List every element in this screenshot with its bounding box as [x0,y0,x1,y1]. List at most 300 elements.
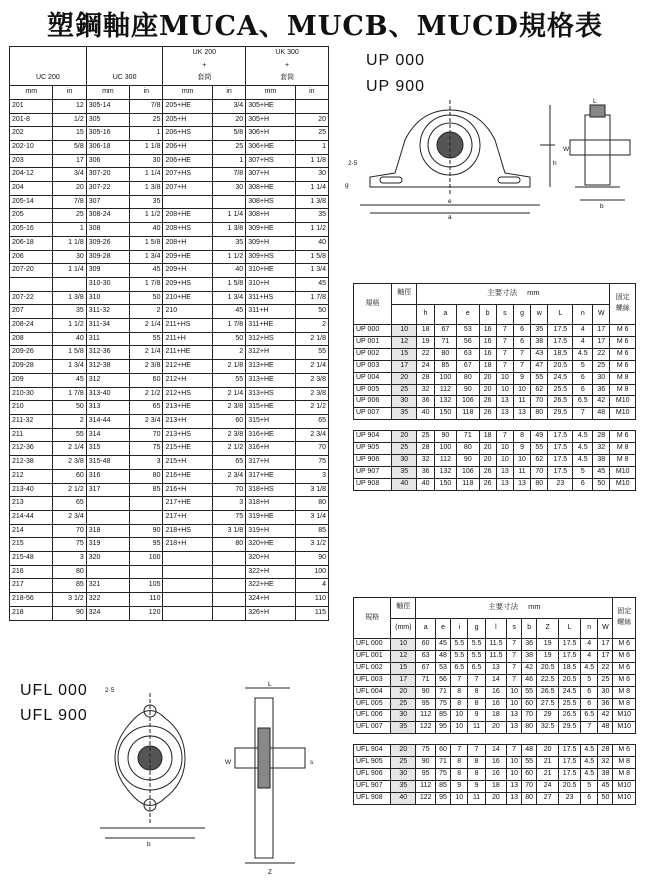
table-cell: 38 [522,650,537,662]
table-cell: 80 [457,372,479,384]
table-cell: 35 [391,722,416,734]
ufl-col-2: i [451,618,468,639]
table-cell: 42 [522,662,537,674]
table-cell: 208+H [163,236,212,250]
table-cell: 45 [212,305,245,319]
table-cell: 5/8 [212,127,245,141]
table-cell: 26 [479,408,496,420]
table-cell: 7/8 [130,99,163,113]
table-cell: 3/4 [53,168,86,182]
table-cell: M 6 [613,662,636,674]
table-cell: 55 [522,757,537,769]
table-cell: 40 [391,478,417,490]
table-cell: 6 [513,336,530,348]
table-cell: 2 3/8 [212,428,245,442]
table-cell: UFL 907 [354,780,391,792]
table-cell: 4.5 [581,745,598,757]
table-cell: 20.5 [559,674,581,686]
table-cell: 53 [436,662,451,674]
table-cell: UFL 905 [354,757,391,769]
table-cell: 122 [416,722,436,734]
unit-in: in [53,86,86,100]
table-cell: 2 [295,319,328,333]
table-cell: 67 [457,360,479,372]
up-unit [391,304,417,325]
table-cell: 115 [295,606,328,620]
table-cell: 13 [507,722,522,734]
table-cell: 217 [10,579,53,593]
table-row [354,686,636,698]
table-cell: 45 [598,780,613,792]
table-cell: 307 [86,195,129,209]
ufl-col-8: L [559,618,581,639]
ufl-col-3: g [468,618,485,639]
table-cell: 20 [212,113,245,127]
table-cell: 25 [417,431,434,443]
table-cell: 20 [53,182,86,196]
table-cell: 132 [434,396,456,408]
table-row [10,552,329,566]
table-cell: UFL 001 [354,650,391,662]
table-row [354,336,636,348]
table-cell: 75 [53,538,86,552]
table-cell: 70 [212,483,245,497]
table-cell: 1 1/4 [295,182,328,196]
table-cell: 20.5 [548,360,573,372]
table-cell: UFL 908 [354,792,391,804]
table-cell: 45 [593,466,610,478]
table-cell: 3 1/8 [212,524,245,538]
table-cell: 1 7/8 [53,387,86,401]
table-cell: 319+H [246,524,295,538]
table-cell: 17.5 [559,639,581,651]
table-cell: 215 [10,538,53,552]
table-cell: 9 [513,443,530,455]
table-cell: UFL 007 [354,722,391,734]
table-cell: 13 [485,662,506,674]
table-cell: M10 [613,792,636,804]
table-cell: 80 [531,478,548,490]
table-cell [130,565,163,579]
table-cell: 4.5 [581,769,598,781]
table-cell: 20 [391,686,416,698]
unit-in: in [212,86,245,100]
table-row [354,396,636,408]
up-table [353,283,636,491]
table-cell: 25.5 [548,384,573,396]
table-cell: 2 1/4 [53,442,86,456]
table-cell: 11 [513,396,530,408]
table-row [10,387,329,401]
table-cell: 2 1/4 [295,360,328,374]
table-cell: 216+H [163,483,212,497]
ufl-head-mm: mm [528,602,541,612]
table-cell: 1 3/4 [212,291,245,305]
table-cell: 20 [485,792,506,804]
table-row [354,384,636,396]
table-cell: 38 [598,769,613,781]
table-cell: 13 [496,396,513,408]
table-cell: 208+HE [163,209,212,223]
table-cell: 48 [593,408,610,420]
table-cell: 85 [53,579,86,593]
table-cell: 2 3/8 [130,360,163,374]
table-cell: 55 [130,332,163,346]
table-cell: 15 [391,348,417,360]
up-drawing [340,95,645,220]
table-cell: 29.5 [548,408,573,420]
table-row [354,348,636,360]
table-cell: 8 [468,769,485,781]
unit-mm: mm [86,86,129,100]
table-cell: 71 [457,431,479,443]
table-cell: 48 [436,650,451,662]
table-cell: UP 005 [354,384,392,396]
table-cell: 1 3/8 [212,223,245,237]
table-cell: 7 [496,336,513,348]
table-row [10,565,329,579]
ufl-label-b: b [147,841,151,848]
table-cell: 75 [436,769,451,781]
table-cell: 70 [531,396,548,408]
table-cell: UP 000 [354,325,392,337]
table-row [10,469,329,483]
table-cell: 4 [295,579,328,593]
table-cell: 70 [53,524,86,538]
table-cell: 310 [86,291,129,305]
table-cell: 12 [391,336,417,348]
table-cell: 95 [436,792,451,804]
table-cell: 7 [451,674,468,686]
table-cell: 215+HE [163,442,212,456]
up-label-a: a [448,214,452,220]
table-cell: 8 [451,769,468,781]
table-cell: M 6 [610,348,636,360]
table-cell: 6 [581,698,598,710]
table-cell: 38 [531,336,548,348]
table-cell: 85 [436,780,451,792]
table-cell: 209 [10,373,53,387]
table-cell: 50 [212,332,245,346]
table-cell: 71 [434,336,456,348]
table-cell: M10 [610,466,636,478]
table-cell: 112 [416,780,436,792]
table-cell: 315-48 [86,456,129,470]
bearing-head-row [10,47,329,86]
table-cell: 18 [485,780,506,792]
up-col-0: h [417,304,434,325]
table-cell: 210 [10,401,53,415]
table-row [10,182,329,196]
table-cell: 20 [391,431,417,443]
page-title: 塑鋼軸座MUCA、MUCB、MUCD規格表 [47,11,603,42]
table-cell [163,565,212,579]
table-cell: 20 [295,113,328,127]
table-cell: 80 [130,469,163,483]
table-cell: 16 [479,325,496,337]
table-cell: 67 [416,662,436,674]
table-cell: 17 [593,325,610,337]
table-cell: 17 [53,154,86,168]
table-cell: 201 [10,99,53,113]
table-cell: 1 [130,127,163,141]
table-cell: 50 [53,401,86,415]
table-cell: 2 3/4 [212,469,245,483]
table-row [10,195,329,209]
table-cell: 35 [212,236,245,250]
table-cell: 10 [496,443,513,455]
table-cell: 55 [531,372,548,384]
unit-mm: mm [246,86,295,100]
table-cell: 70 [522,710,537,722]
table-row [354,745,636,757]
table-cell: 308-24 [86,209,129,223]
table-cell [130,510,163,524]
table-cell: 13 [513,478,530,490]
table-row [10,236,329,250]
table-row [354,408,636,420]
table-cell: M 8 [610,443,636,455]
table-cell [163,552,212,566]
table-cell: 70 [531,466,548,478]
table-cell: 9 [513,372,530,384]
table-cell: 212+HS [163,387,212,401]
table-row [354,455,636,467]
ufl-head-fix-label: 固定 [617,608,632,616]
table-cell: 211+HE [163,346,212,360]
table-cell: 1 7/8 [212,319,245,333]
table-cell: 85 [295,524,328,538]
table-cell: 218+HS [163,524,212,538]
table-cell: 205 [10,209,53,223]
table-cell: 6 [581,686,598,698]
table-cell: 312 [86,373,129,387]
table-row [10,579,329,593]
table-cell: 23 [548,478,573,490]
table-cell: 320 [86,552,129,566]
table-cell: 210 [163,305,212,319]
up-head-mm: mm [527,288,540,298]
table-cell: 36 [417,396,434,408]
table-row [10,593,329,607]
table-cell: 90 [457,384,479,396]
table-cell: 26 [479,466,496,478]
table-cell: 47 [531,360,548,372]
table-cell: 6 [513,325,530,337]
table-cell: 90 [295,552,328,566]
table-cell: M 6 [610,360,636,372]
table-cell: 9 [451,780,468,792]
spacer-cell [354,420,636,431]
table-row [10,428,329,442]
table-cell: 8 [451,757,468,769]
table-cell: 206-18 [10,236,53,250]
table-cell: 60 [130,373,163,387]
table-row [10,483,329,497]
table-cell [212,565,245,579]
table-cell: 312-38 [86,360,129,374]
up-col-6: w [531,304,548,325]
table-cell: 4.5 [573,455,593,467]
table-cell: 40 [212,264,245,278]
table-cell: UP 003 [354,360,392,372]
table-cell: 5.5 [451,639,468,651]
table-cell: 50 [593,478,610,490]
table-cell: 213-40 [10,483,53,497]
table-cell: 311+HE [246,319,295,333]
table-cell: M 8 [613,757,636,769]
spacer-row [354,420,636,431]
table-cell: 6 [573,384,593,396]
table-cell: 307-22 [86,182,129,196]
table-cell: 25 [295,127,328,141]
table-cell: 62 [531,384,548,396]
table-cell: 2 3/4 [53,510,86,524]
table-cell: 2 3/4 [130,414,163,428]
table-cell: 60 [522,769,537,781]
bearing-head-uk200 [163,47,246,86]
table-cell: 1 5/8 [130,236,163,250]
table-cell: 118 [457,478,479,490]
table-cell: 1 1/2 [130,209,163,223]
table-row [354,478,636,490]
table-cell: UFL 002 [354,662,391,674]
up-col-3: b [479,304,496,325]
table-cell: 60 [436,745,451,757]
table-row [10,538,329,552]
table-row [10,264,329,278]
table-cell: 150 [434,408,456,420]
ufl-col-0: a [416,618,436,639]
table-cell: 7 [468,745,485,757]
table-cell: 10 [507,686,522,698]
table-cell [212,579,245,593]
table-cell: 209-28 [10,360,53,374]
table-cell: 209+HE [163,250,212,264]
table-cell: 100 [434,443,456,455]
bearing-head-uk300-sleeve: 套筒 [280,74,295,82]
table-cell: 75 [416,745,436,757]
table-cell: 1/2 [53,113,86,127]
table-cell: 11.5 [485,650,506,662]
table-cell: 15 [391,662,416,674]
table-cell: 13 [496,408,513,420]
ufl-model-a: UFL 000 [20,682,88,699]
table-cell: 5 [581,780,598,792]
table-cell: 11.5 [485,639,506,651]
table-cell: 6.5 [468,662,485,674]
table-cell: 218-56 [10,593,53,607]
table-cell: 18 [479,431,496,443]
table-cell: 2 1/2 [130,387,163,401]
ufl-unit: (mm) [391,618,416,639]
table-cell: 18.5 [559,662,581,674]
table-cell: 42 [593,396,610,408]
table-cell: 17 [598,639,613,651]
table-row [10,524,329,538]
table-cell: 23 [559,792,581,804]
table-cell: 90 [416,757,436,769]
table-cell: M10 [610,478,636,490]
table-cell: 215+H [163,456,212,470]
ufl-col-row [354,618,636,639]
table-row [10,140,329,154]
ufl-head-row [354,598,636,619]
table-cell: 13 [496,478,513,490]
table-row [10,319,329,333]
table-row [354,722,636,734]
table-cell [86,497,129,511]
table-cell: 36 [417,466,434,478]
up-label-e: e [448,198,452,205]
table-cell: 90 [457,455,479,467]
table-cell: 60 [212,414,245,428]
table-cell: M10 [613,722,636,734]
table-cell: 309+HS [246,250,295,264]
table-row [354,662,636,674]
table-cell: 71 [416,674,436,686]
spacer-row [354,734,636,745]
table-cell: 10 [496,455,513,467]
table-cell: 6.5 [573,396,593,408]
table-cell: 1 1/2 [212,250,245,264]
table-cell: 28 [598,745,613,757]
up-label-g: g [345,182,349,189]
unit-mm: mm [163,86,212,100]
table-cell: 30 [598,686,613,698]
table-cell: 2 [212,346,245,360]
table-cell: 40 [295,236,328,250]
table-cell: 8 [468,686,485,698]
table-cell: 17.5 [559,769,581,781]
table-cell: 26 [479,478,496,490]
table-cell: 18 [485,710,506,722]
ufl-head-dims-label: 主要寸法 [488,602,519,612]
table-cell [295,99,328,113]
table-row [10,414,329,428]
table-cell: 218+H [163,538,212,552]
table-cell: 19 [417,336,434,348]
table-cell: 46 [522,674,537,686]
table-cell: 25 [391,698,416,710]
table-cell: UP 905 [354,443,392,455]
table-cell: 16 [479,348,496,360]
table-cell: 8 [468,757,485,769]
table-cell: 313 [86,401,129,415]
table-cell: 205-16 [10,223,53,237]
up-col-2: e [457,304,479,325]
table-cell: 10 [391,325,417,337]
table-row [10,291,329,305]
table-cell: UFL 004 [354,686,391,698]
up-col-5: g [513,304,530,325]
table-cell: 311-32 [86,305,129,319]
table-cell: 2 3/8 [53,456,86,470]
table-cell: 306+H [246,127,295,141]
table-cell: 212-36 [10,442,53,456]
table-cell: 16 [485,769,506,781]
table-cell: 10 [451,722,468,734]
table-cell: 100 [295,565,328,579]
table-cell: 217+H [163,510,212,524]
table-cell: UFL 904 [354,745,391,757]
table-cell: 40 [417,478,434,490]
table-cell: M10 [610,396,636,408]
table-cell: 55 [531,443,548,455]
table-cell: 1 3/4 [295,264,328,278]
bearing-head-uk300-plus: + [285,61,290,69]
table-cell: 312-36 [86,346,129,360]
